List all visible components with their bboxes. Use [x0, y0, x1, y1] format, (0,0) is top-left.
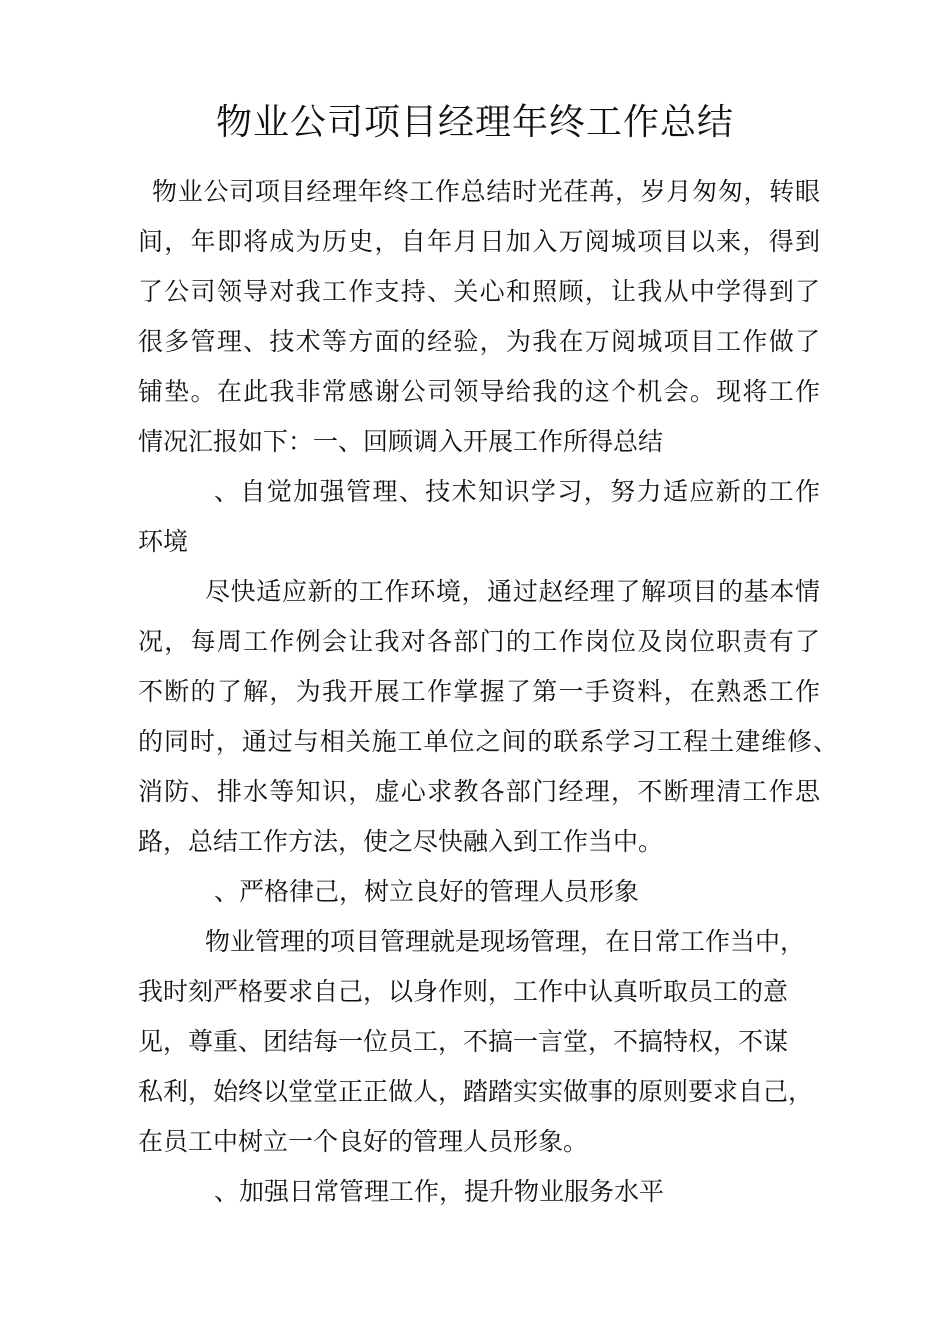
- body-line: 路，总结工作方法，使之尽快融入到工作当中。: [138, 827, 664, 856]
- body-line: 私利，始终以堂堂正正做人，踏踏实实做事的原则要求自己，: [138, 1077, 814, 1106]
- body-line: 不断的了解，为我开展工作掌握了第一手资料，在熟悉工作: [138, 677, 822, 706]
- body-line: 间，年即将成为历史，自年月日加入万阅城项目以来，得到: [138, 227, 822, 256]
- body-line: 情况汇报如下：一、回顾调入开展工作所得总结: [138, 427, 664, 456]
- body-line: 物业管理的项目管理就是现场管理，在日常工作当中，: [205, 927, 806, 956]
- body-line: 很多管理、技术等方面的经验，为我在万阅城项目工作做了: [138, 327, 822, 356]
- body-line: 的同时，通过与相关施工单位之间的联系学习工程土建维修、: [138, 727, 839, 756]
- body-line: 见，尊重、团结每一位员工，不搞一言堂，不搞特权，不谋: [138, 1027, 789, 1056]
- body-line: 物业公司项目经理年终工作总结时光荏苒，岁月匆匆，转眼: [152, 177, 821, 206]
- section-heading-continued: 环境: [138, 527, 189, 556]
- section-heading: 、严格律己，树立良好的管理人员形象: [214, 877, 640, 906]
- body-line: 况，每周工作例会让我对各部门的工作岗位及岗位职责有了: [138, 627, 822, 656]
- body-line: 尽快适应新的工作环境，通过赵经理了解项目的基本情: [205, 577, 821, 606]
- body-line: 我时刻严格要求自己，以身作则，工作中认真听取员工的意: [138, 977, 789, 1006]
- body-line: 了公司领导对我工作支持、关心和照顾，让我从中学得到了: [138, 277, 822, 306]
- body-line: 铺垫。在此我非常感谢公司领导给我的这个机会。现将工作: [138, 377, 822, 406]
- section-heading: 、自觉加强管理、技术知识学习，努力适应新的工作: [214, 477, 822, 506]
- document-title: 物业公司项目经理年终工作总结: [215, 102, 734, 143]
- section-heading: 、加强日常管理工作，提升物业服务水平: [214, 1177, 665, 1206]
- body-line: 在员工中树立一个良好的管理人员形象。: [138, 1127, 589, 1156]
- body-line: 消防、排水等知识，虚心求教各部门经理，不断理清工作思: [138, 777, 822, 806]
